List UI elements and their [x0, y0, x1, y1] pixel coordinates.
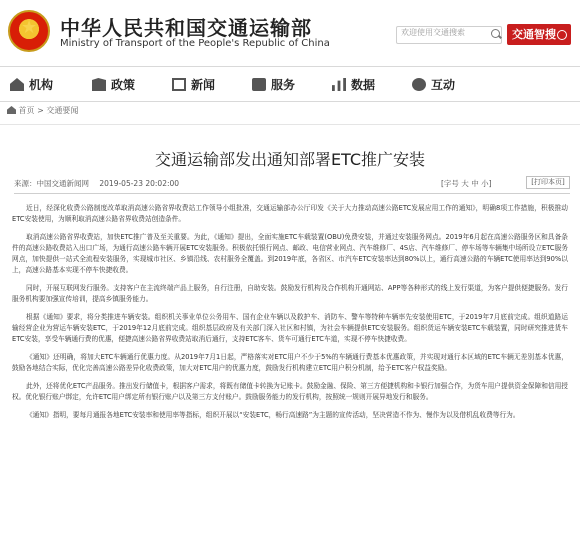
- site-title[interactable]: 中华人民共和国交通运输部: [60, 16, 312, 40]
- font-size-controls[interactable]: [字号 大 中 小]: [441, 179, 492, 188]
- article-date: 2019-05-23 20:02:00: [99, 179, 180, 188]
- main-navigation: [0, 66, 580, 102]
- chat-icon: [412, 78, 426, 91]
- paragraph: 此外，还将优化ETC产品服务。推出发行储值卡，根据客户需求，将既有储值卡转换为记账卡。鼓励金融、保险、第三方便捷机构和卡银行加强合作，为货车用户提供资金保障和信用授权。优化银行账户绑定，允许ETC用户绑定所有银行账户以及第三方支付账户。鼓励服务能力的发行机构，按照统一规则开展异地发行和服务。: [12, 382, 568, 401]
- paragraph: 取消高速公路省界收费站，加快ETC推广普及至关重要。为此，《通知》提出，全面实施ETC车载装置(OBU)免费安装，并通过安装服务网点。2019年6月起在高速公路服务区和具备条件的高速公路收费站入出口广场，为通行高速公路车辆开展ETC安装服务。积极依托银行网点、邮政、电信营业网点、汽车维修厂、4S店、汽车维修厂、停车场等车辆集中场所设立ETC服务网点，加快提供一站式全流程安装服务，实现城市社区、乡镇沿线、农村服务全覆盖。到2019年底，各省区、市汽车ETC安装率达到80%以上，通行高速公路的车辆ETC使用率达到90%以上，高速公路基本实现不停车快捷收费。: [12, 233, 568, 274]
- service-icon: [252, 78, 266, 91]
- nav-item-news[interactable]: 新闻: [172, 75, 215, 95]
- home-icon[interactable]: [7, 106, 16, 114]
- nav-item-interaction[interactable]: 互动: [412, 75, 455, 95]
- paragraph: 《通知》指明，要每月通报各地ETC安装率和使用率等指标，组织开展以“安装ETC，畅行高速路”为主题的宣传活动，坚决营造不作为、慢作为以及借机乱收费等行为。: [26, 411, 520, 419]
- building-icon: [10, 78, 24, 91]
- nav-item-policy[interactable]: 政策: [92, 75, 135, 95]
- paragraph: 同时，开展互联网发行服务。支持客户在主流终端产品上服务，自行注册，自助安装。鼓励发行机构及合作机构开通网站、APP等各种形式的线上发行渠道，为客户提供便捷服务。发行服务机构要加强宣传培训，提高乡镇服务能力。: [12, 284, 568, 303]
- nav-item-service[interactable]: 服务: [252, 75, 295, 95]
- paragraph: 近日，经深化收费公路制度改革取消高速公路省界收费站工作领导小组批准，交通运输部办公厅印发《关于大力推动高速公路ETC发展应用工作的通知》，明确8项工作措施，积极推动ETC安装使用，为顺利取消高速公路省界收费站创造条件。: [12, 204, 568, 223]
- bar-chart-icon: [332, 78, 346, 91]
- article-divider: [14, 193, 570, 194]
- national-emblem-logo[interactable]: [8, 10, 50, 52]
- paragraph: 《通知》还明确，将加大ETC车辆通行优惠力度。从2019年7月1日起，严格落实对ETC用户不少于5%的车辆通行费基本优惠政策，并实现对通行本区域的ETC车辆无差别基本优惠，鼓励各地结合实际，优化完善高速公路差异化收费政策，加大对ETC用户的优惠力度，鼓励发行机构建立ETC用户积分机制，给予ETC客户权益奖励。: [12, 353, 568, 372]
- article-source: 来源：中国交通新闻网: [14, 179, 89, 188]
- nav-item-data[interactable]: 数据: [332, 75, 375, 95]
- print-button[interactable]: [打印本页]: [526, 176, 570, 189]
- breadcrumb-home[interactable]: 首页: [18, 106, 35, 115]
- article-title: 交通运输部发出通知部署ETC推广安装: [154, 150, 426, 169]
- search-input[interactable]: 欢迎使用交通搜索: [396, 26, 502, 44]
- article-content: [12, 203, 568, 428]
- document-icon: [92, 78, 106, 91]
- traffic-smart-search-button[interactable]: 交通智搜: [507, 24, 571, 45]
- paragraph: 根据《通知》要求，将分类推进车辆安装。组织机关事业单位公务用车、国有企业车辆以及救护车、消防车、警车等特种车辆率先安装使用ETC，于2019年7月底前完成。组织道路运输经营企业为营运车辆安装ETC，于2019年12月底前完成。组织基层政府及有关部门深入社区和村镇，为社会车辆提供ETC安装服务。组织货运车辆安装ETC车载装置，同时研究推进货车ETC安装，享受车辆通行费的优惠，便捷高速公路省界收费站取消后通行，支持ETC客车、货车可通行ETC车道，实现不停车快捷收费。: [12, 313, 568, 343]
- site-subtitle: Ministry of Transport of the People's Republic of China: [60, 38, 330, 49]
- article-meta: [14, 178, 187, 189]
- newspaper-icon: [172, 78, 186, 91]
- breadcrumb-separator: >: [37, 106, 44, 115]
- breadcrumb: [0, 102, 580, 120]
- breadcrumb-news[interactable]: 交通要闻: [46, 106, 79, 115]
- site-header: [0, 0, 580, 62]
- nav-item-organization[interactable]: 机构: [10, 75, 53, 95]
- divider: [0, 124, 580, 125]
- search-icon[interactable]: [490, 28, 502, 42]
